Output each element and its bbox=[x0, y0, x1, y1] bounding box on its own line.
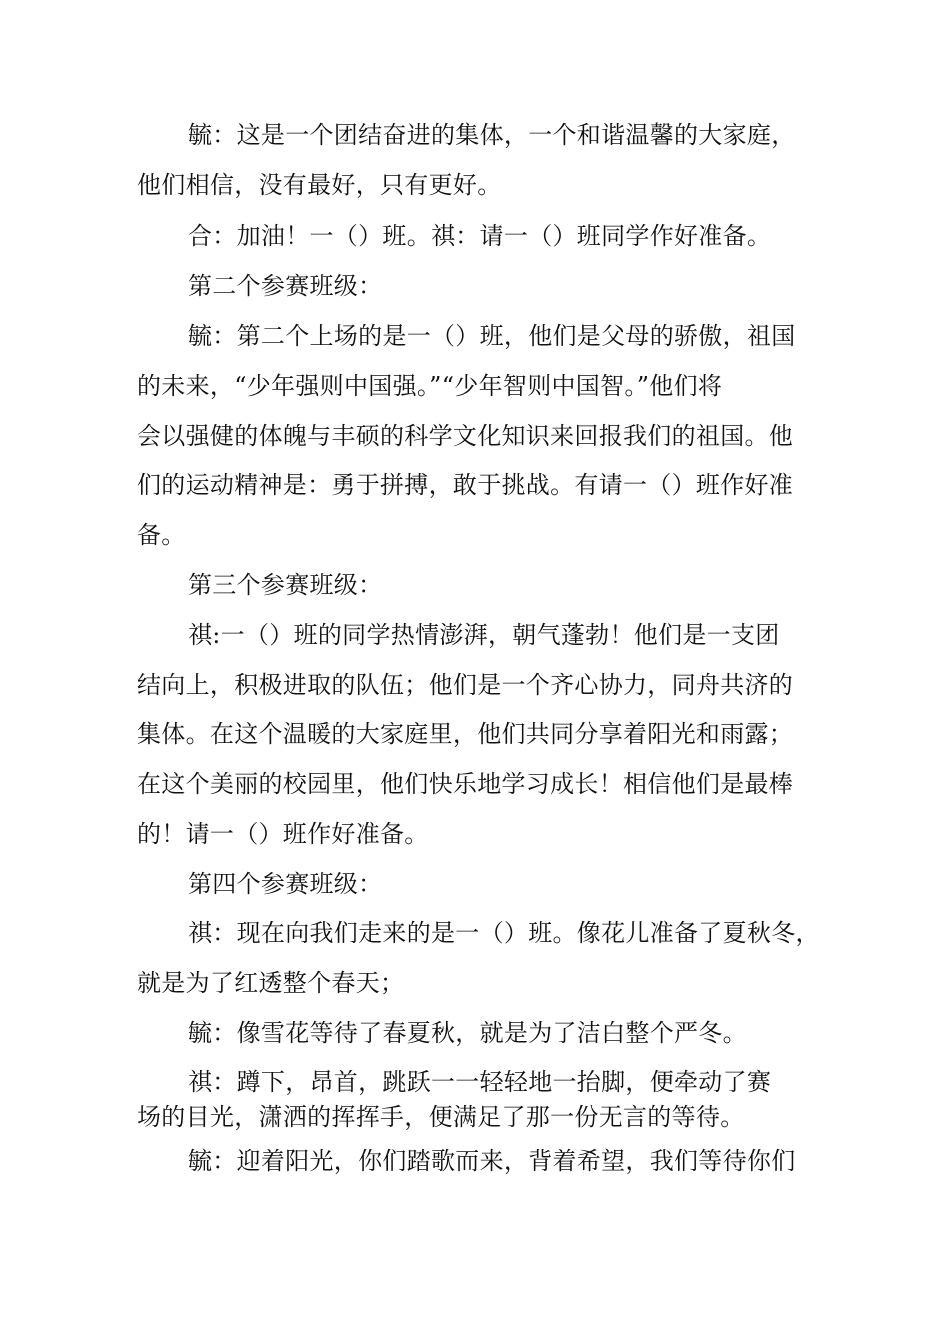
text-line: 毓：第二个上场的是一（）班，他们是父母的骄傲，祖国 bbox=[188, 322, 796, 350]
text-line: 会以强健的体魄与丰硕的科学文化知识来回报我们的祖国。他 bbox=[137, 422, 794, 450]
text-line: 祺:一（）班的同学热情澎湃，朝气蓬勃！他们是一支团 bbox=[188, 621, 780, 649]
section-heading: 第二个参赛班级： bbox=[188, 272, 383, 300]
text-line: 毓：像雪花等待了春夏秋，就是为了洁白整个严冬。 bbox=[188, 1019, 747, 1047]
text-line: 的！请一（）班作好准备。 bbox=[137, 820, 429, 848]
text-line: 就是为了红透整个春天； bbox=[137, 969, 405, 997]
text-line: 祺：现在向我们走来的是一（）班。像花儿准备了夏秋冬， bbox=[188, 919, 820, 947]
section-heading: 第四个参赛班级： bbox=[188, 870, 383, 898]
text-line: 毓：迎着阳光，你们踏歌而来，背着希望，我们等待你们 bbox=[188, 1147, 796, 1175]
text-line: 合：加油！一（）班。祺：请一（）班同学作好准备。 bbox=[188, 222, 772, 250]
section-heading: 第三个参赛班级： bbox=[188, 571, 383, 599]
text-line: 们的运动精神是：勇于拼搏，敢于挑战。有请一（）班作好准 bbox=[137, 471, 794, 499]
text-line: 他们相信，没有最好，只有更好。 bbox=[137, 171, 502, 199]
text-line: 备。 bbox=[137, 521, 186, 549]
text-line: 在这个美丽的校园里，他们快乐地学习成长！相信他们是最棒 bbox=[137, 770, 794, 798]
text-line: 场的目光，潇洒的挥挥手，便满足了那一份无言的等待。 bbox=[137, 1103, 745, 1131]
text-line: 毓：这是一个团结奋进的集体，一个和谐温馨的大家庭， bbox=[188, 121, 796, 149]
text-line: 结向上，积极进取的队伍；他们是一个齐心协力，同舟共济的 bbox=[137, 671, 794, 699]
text-line: 祺：蹲下，昂首，跳跃一一轻轻地一抬脚，便牵动了赛 bbox=[188, 1068, 772, 1096]
text-line: 的未来，“少年强则中国强。”“少年智则中国智。”他们将 bbox=[137, 372, 723, 400]
text-line: 集体。在这个温暖的大家庭里，他们共同分享着阳光和雨露； bbox=[137, 720, 794, 748]
